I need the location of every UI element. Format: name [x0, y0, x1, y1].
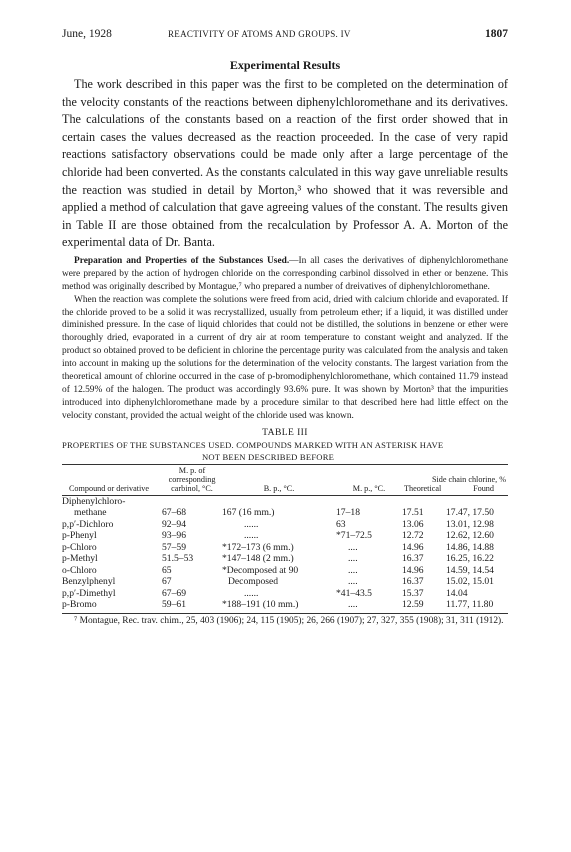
- cell-mp: [336, 495, 402, 507]
- th-compound: Compound or derivative: [68, 483, 150, 493]
- prep-heading: Preparation and Properties of the Substances Used.: [74, 255, 290, 266]
- table-row: [62, 519, 508, 531]
- cell-compound: o-Chloro: [62, 564, 97, 576]
- cell-mp-carbinol: 51.5–53: [162, 553, 194, 565]
- section-title: Experimental Results: [229, 58, 341, 72]
- th-mp: M. p., °C.: [352, 483, 386, 493]
- table-row: [62, 495, 508, 507]
- cell-mp: ....: [348, 553, 358, 565]
- cell-bp: ......: [244, 530, 259, 542]
- running-header: [62, 28, 508, 46]
- th-bp: B. p., °C.: [263, 483, 295, 493]
- cell-mp: ....: [348, 541, 358, 553]
- table-title-line-2: NOT BEEN DESCRIBED BEFORE: [202, 451, 335, 462]
- properties-table: [62, 465, 508, 611]
- cell-theoretical: 13.06: [402, 518, 424, 530]
- cell-compound: p-Bromo: [62, 599, 97, 611]
- cell-theoretical: 12.59: [402, 599, 424, 611]
- cell-mp-carbinol: 59–61: [162, 599, 186, 611]
- cell-mp-carbinol: 93–96: [162, 530, 186, 542]
- cell-compound: p,p′-Dimethyl: [62, 587, 116, 599]
- table-row: [62, 565, 508, 577]
- th-side-chain: [402, 465, 508, 496]
- footnote: ⁷ Montague, Rec. trav. chim., 25, 403 (1906); 24, 115 (1905); 26, 266 (1907); 27, 327, 355 (1908); 31, 311 (1912).: [74, 615, 504, 626]
- cell-bp: 167 (16 mm.): [222, 507, 275, 519]
- cell-compound: Diphenylchloro-: [62, 495, 126, 507]
- cell-found: 16.25, 16.22: [446, 553, 494, 565]
- footnote-rule: [62, 613, 508, 614]
- table-row: [62, 553, 508, 565]
- cell-mp: *71–72.5: [336, 530, 372, 542]
- cell-theoretical: 15.37: [402, 587, 424, 599]
- table-body: [62, 495, 508, 611]
- cell-compound: p-Phenyl: [62, 530, 97, 542]
- intro-body: [62, 76, 508, 252]
- cell-bp: *172–173 (6 mm.): [222, 541, 294, 553]
- cell-bp: ......: [244, 518, 259, 530]
- cell-theoretical: [402, 495, 446, 507]
- header-page-number: 1807: [485, 28, 508, 40]
- header-date: June, 1928: [62, 28, 112, 40]
- prep-paragraph-2: When the reaction was complete the solutions were freed from acid, dried with calcium chloride and evaporated. If the chloride proved to be a solid it was recrystallized, usually from petroleum ether; if a liquid, it was distilled under diminished pressure. In the case of liquid chlorides that could not be distilled, the solutions in benzene or ether were thoroughly dried, evaporated in a current of dry air at room temperature to constant weight and analyzed. If the product so obtained proved to be deficient in chlorine the percentage purity was calculated from the analysis and taken into account in making up the solutions for the determination of the velocity constants. The largest variation from the theoretical amount of chlorine occurred in the case of p-bromodiphenylchloromethane, which contained 11.79 instead of 12.59% of the halogen. The product was accordingly 93.6% pure. It was shown by Morton³ that the impurities introduced into diphenylchloromethane made by a procedure similar to that described here had little effect on the velocity constant, provided the actual weight of the chloride used was known.: [62, 294, 508, 421]
- cell-mp-carbinol: 67: [162, 576, 172, 588]
- table-row: [62, 588, 508, 600]
- cell-mp-carbinol: 57–59: [162, 541, 186, 553]
- table-header-row: [62, 465, 508, 496]
- table-row: [62, 530, 508, 542]
- cell-found: 15.02, 15.01: [446, 576, 494, 588]
- page: [62, 28, 508, 627]
- table-row: [62, 599, 508, 611]
- table-caption: TABLE III: [262, 426, 308, 438]
- cell-mp: ....: [348, 576, 358, 588]
- table-row: [62, 576, 508, 588]
- cell-mp-carbinol: 67–68: [162, 507, 186, 519]
- table-row: [62, 542, 508, 554]
- cell-bp: [222, 495, 336, 507]
- cell-compound: methane: [74, 507, 107, 519]
- cell-found: 12.62, 12.60: [446, 530, 494, 542]
- cell-compound: p-Methyl: [62, 553, 98, 565]
- th-found: Found: [473, 483, 494, 493]
- th-mp-carbinol: M. p. of corresponding carbinol, °C.: [168, 465, 216, 493]
- cell-found: 14.59, 14.54: [446, 564, 494, 576]
- cell-bp: Decomposed: [228, 576, 279, 588]
- cell-mp-carbinol: 92–94: [162, 518, 186, 530]
- prep-paragraph-1-text: —In all cases the derivatives of diphenylchloromethane were prepared by the action of hydrogen chloride on the corresponding carbinol dissolved in ether or benzene. This method was originally described by Montague,⁷ who prepared a number of dreivatives of diphenylchloromethane.: [62, 255, 508, 292]
- table-title-line-1: PROPERTIES OF THE SUBSTANCES USED. COMPOUNDS MARKED WITH AN ASTERISK HAVE: [62, 439, 444, 450]
- cell-bp: ......: [244, 587, 259, 599]
- header-running-title: REACTIVITY OF ATOMS AND GROUPS. IV: [168, 29, 351, 39]
- cell-bp: *147–148 (2 mm.): [222, 553, 294, 565]
- cell-mp: 17–18: [336, 507, 360, 519]
- table-title: [62, 439, 508, 463]
- cell-found: 14.86, 14.88: [446, 541, 494, 553]
- cell-mp: ....: [348, 564, 358, 576]
- cell-theoretical: 16.37: [402, 576, 424, 588]
- cell-theoretical: 16.37: [402, 553, 424, 565]
- cell-mp: *41–43.5: [336, 587, 372, 599]
- prep-section: [62, 255, 508, 423]
- cell-theoretical: 17.51: [402, 507, 424, 519]
- table-row: [62, 507, 508, 519]
- cell-mp-carbinol: 65: [162, 564, 172, 576]
- cell-bp: *188–191 (10 mm.): [222, 599, 299, 611]
- prep-paragraph-1: [62, 255, 508, 294]
- cell-compound: p,p′-Dichloro: [62, 518, 114, 530]
- cell-found: 11.77, 11.80: [446, 599, 494, 611]
- th-theoretical: Theoretical: [404, 483, 442, 493]
- cell-found: 13.01, 12.98: [446, 518, 494, 530]
- cell-theoretical: 12.72: [402, 530, 424, 542]
- cell-theoretical: 14.96: [402, 564, 424, 576]
- th-side-chain-sub: [402, 484, 508, 493]
- cell-found: 17.47, 17.50: [446, 507, 494, 519]
- cell-mp: 63: [336, 518, 346, 530]
- cell-compound: p-Chloro: [62, 541, 97, 553]
- intro-paragraph: The work described in this paper was the first to be completed on the determination of the velocity constants of the reactions between diphenylchloromethane and its derivatives. The calculations of the constants based on a reaction of the first order showed that in certain cases the values decreased as the reaction proceeded. In the case of very rapid reactions satisfactory observations could be made only after a large percentage of the chloride had been converted. As the constants calculated in this way gave unreliable results the reaction was studied in detail by Morton,³ who showed that it was reversible and applied a method of calculation that gave agreeing values of the constant. The results given in Table II are those obtained from the recalculation by Professor A. A. Morton of the experimental data of Dr. Banta.: [62, 77, 508, 250]
- cell-mp-carbinol: 67–69: [162, 587, 186, 599]
- cell-theoretical: 14.96: [402, 541, 424, 553]
- cell-mp: ....: [348, 599, 358, 611]
- th-side-chain-label: Side chain chlorine, %: [431, 474, 507, 484]
- cell-compound: Benzylphenyl: [62, 576, 116, 588]
- cell-found: 14.04: [446, 587, 468, 599]
- cell-mp-carbinol: [156, 495, 222, 507]
- cell-found: [446, 495, 508, 507]
- cell-bp: *Decomposed at 90: [222, 564, 299, 576]
